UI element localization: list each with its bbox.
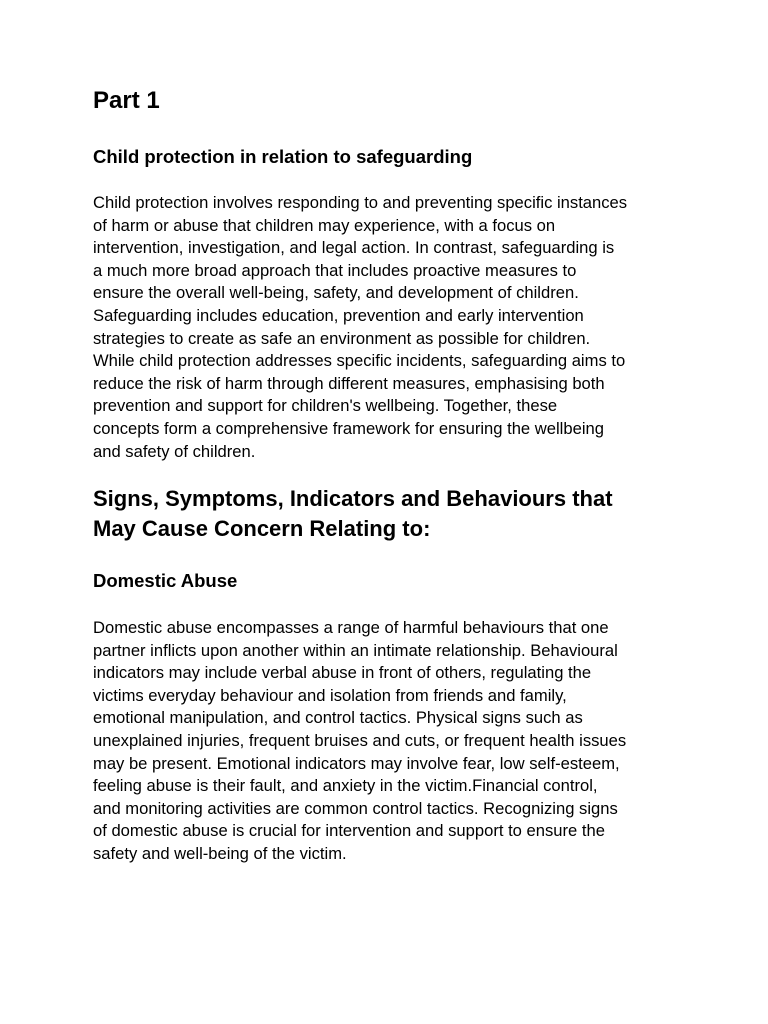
paragraph-line: of domestic abuse is crucial for intervention and support to ensure the	[93, 821, 605, 841]
paragraph-line: reduce the risk of harm through different measures, emphasising both	[93, 373, 605, 393]
part-title: Part 1	[93, 87, 160, 114]
heading-line: May Cause Concern Relating to:	[93, 515, 431, 541]
child-protection-paragraph	[93, 192, 693, 463]
paragraph-line: Child protection involves responding to and preventing specific instances	[93, 193, 628, 212]
paragraph-line: concepts form a comprehensive framework for ensuring the wellbeing	[93, 418, 604, 438]
paragraph-line: of harm or abuse that children may experience, with a focus on	[93, 215, 556, 235]
paragraph-line: intervention, investigation, and legal action. In contrast, safeguarding is	[93, 238, 615, 258]
paragraph-line: may be present. Emotional indicators may involve fear, low self-esteem,	[93, 753, 620, 773]
paragraph-line: emotional manipulation, and control tactics. Physical signs such as	[93, 708, 583, 728]
paragraph-line: a much more broad approach that includes proactive measures to	[93, 260, 577, 280]
paragraph-line: partner inflicts upon another within an intimate relationship. Behavioural	[93, 640, 618, 660]
paragraph-line: Domestic abuse encompasses a range of harmful behaviours that one	[93, 618, 609, 637]
paragraph-line: While child protection addresses specific incidents, safeguarding aims to	[93, 351, 626, 371]
heading-line: Signs, Symptoms, Indicators and Behaviours that	[93, 486, 613, 511]
subheading-domestic-abuse: Domestic Abuse	[93, 570, 238, 591]
section-heading-child-protection: Child protection in relation to safeguarding	[93, 146, 473, 167]
paragraph-line: victims everyday behaviour and isolation from friends and family,	[93, 685, 567, 705]
paragraph-line: and monitoring activities are common control tactics. Recognizing signs	[93, 798, 618, 818]
domestic-abuse-paragraph	[93, 617, 693, 866]
paragraph-line: unexplained injuries, frequent bruises and cuts, or frequent health issues	[93, 730, 627, 750]
paragraph-line: Safeguarding includes education, prevention and early intervention	[93, 305, 584, 325]
paragraph-line: safety and well-being of the victim.	[93, 843, 347, 863]
paragraph-line: strategies to create as safe an environment as possible for children.	[93, 328, 591, 348]
paragraph-line: ensure the overall well-being, safety, and development of children.	[93, 283, 579, 303]
paragraph-line: indicators may include verbal abuse in front of others, regulating the	[93, 663, 592, 683]
section-heading-signs-symptoms	[93, 484, 693, 543]
paragraph-line: and safety of children.	[93, 441, 256, 461]
paragraph-line: prevention and support for children's wellbeing. Together, these	[93, 396, 558, 416]
paragraph-line: feeling abuse is their fault, and anxiety in the victim.Financial control,	[93, 776, 598, 796]
